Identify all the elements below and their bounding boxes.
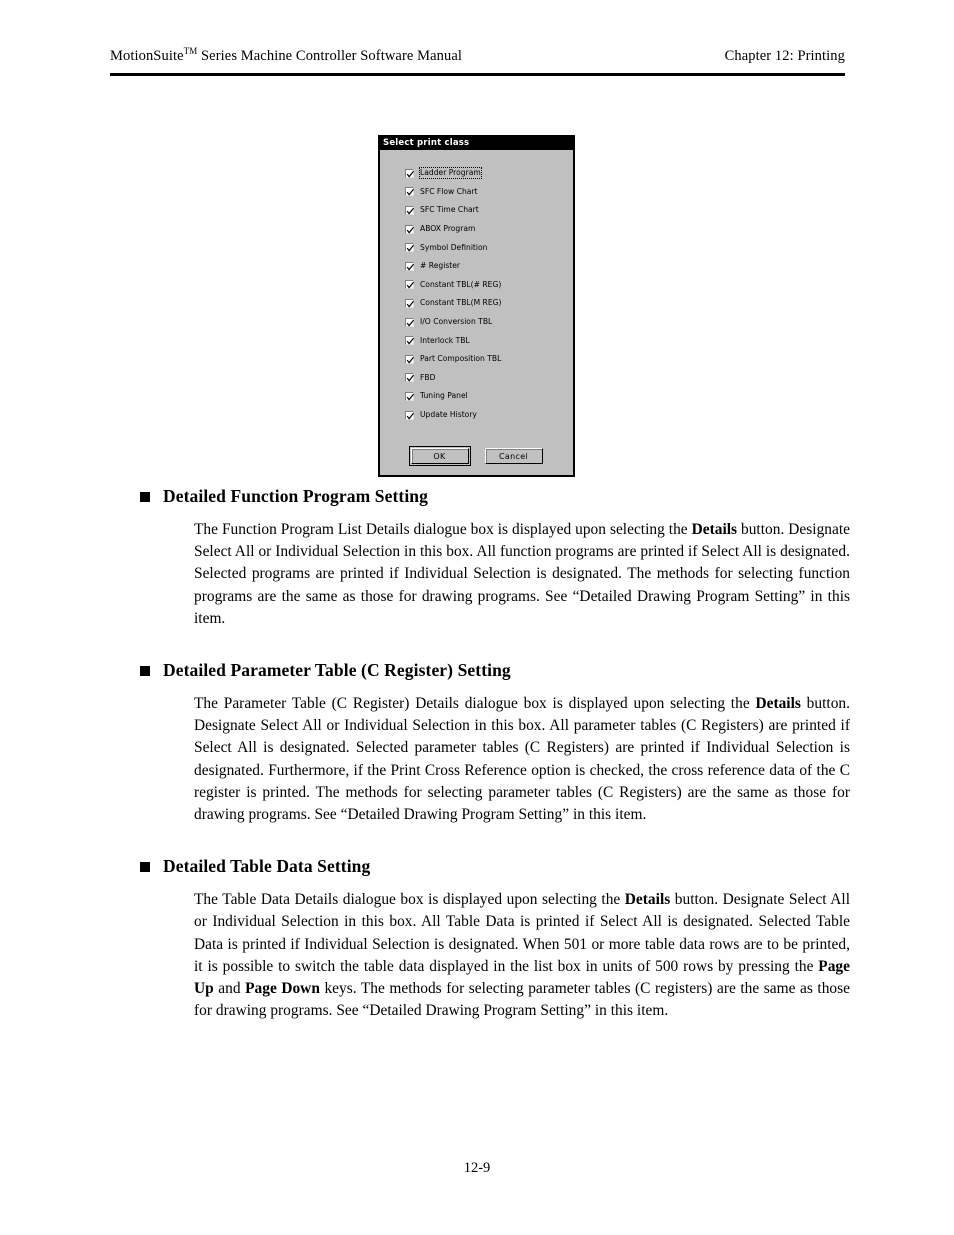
trademark-mark: TM [183, 46, 198, 57]
figure-select-print-class [378, 135, 575, 477]
dialog-button-row [379, 448, 574, 464]
body-text: keys. The methods for selecting parameter tables (C registers) are the same as those for drawing programs. See “Detailed Drawing Program Setting” in this item. [194, 980, 850, 1020]
checkbox-row[interactable] [405, 313, 574, 332]
header-divider-rule [110, 73, 845, 76]
square-bullet-icon [140, 666, 150, 676]
page-content [140, 486, 850, 1026]
checkbox-row[interactable] [405, 369, 574, 388]
checkbox-label: Ladder Program [420, 168, 481, 178]
checkbox-checked-icon[interactable] [405, 318, 414, 327]
dialog-titlebar: Select print class [379, 136, 574, 150]
page-footer [0, 1160, 954, 1177]
checkbox-label: Tuning Panel [420, 391, 468, 401]
section-paragraph [194, 519, 850, 630]
page-running-head [110, 48, 845, 65]
select-print-class-dialog [378, 135, 575, 477]
section-heading [140, 856, 850, 877]
checkbox-row[interactable] [405, 331, 574, 350]
checkbox-label: I/O Conversion TBL [420, 317, 493, 327]
square-bullet-icon [140, 492, 150, 502]
checkbox-checked-icon[interactable] [405, 225, 414, 234]
emphasis-text: Details [624, 891, 671, 909]
body-text: The Function Program List Details dialogue box is displayed upon selecting the [194, 521, 692, 538]
checkbox-label: SFC Flow Chart [420, 186, 478, 196]
checkbox-row[interactable] [405, 201, 574, 220]
body-text: button. Designate Select All or Individual Selection in this box. All function programs are printed if Select All is designated. Selected programs are printed if Individual Selection is designated. The methods for selecting function programs are the same as those for drawing programs. See “Detailed Drawing Program Setting” in this item. [194, 521, 850, 627]
checkbox-checked-icon[interactable] [405, 169, 414, 178]
section-heading-text: Detailed Table Data Setting [163, 856, 371, 877]
checkbox-checked-icon[interactable] [405, 187, 414, 196]
checkbox-row[interactable] [405, 406, 574, 425]
section-heading-text: Detailed Function Program Setting [163, 486, 428, 506]
checkbox-checked-icon[interactable] [405, 411, 414, 420]
section-spacer [140, 634, 850, 660]
section-heading [140, 486, 850, 507]
checkbox-label: Constant TBL(M REG) [420, 298, 502, 308]
checkbox-row[interactable] [405, 257, 574, 276]
body-text: and [213, 980, 246, 998]
checkbox-checked-icon[interactable] [405, 243, 414, 252]
page-number: 12-9 [463, 1160, 491, 1176]
checkbox-checked-icon[interactable] [405, 355, 414, 364]
checkbox-row[interactable] [405, 294, 574, 313]
checkbox-label: Symbol Definition [420, 242, 488, 252]
manual-title-prefix: MotionSuite [110, 48, 184, 64]
manual-title-suffix: Series Machine Controller Software Manual [197, 48, 463, 64]
checkbox-label: Update History [420, 410, 477, 420]
content-section [140, 660, 850, 826]
checkbox-checked-icon[interactable] [405, 206, 414, 215]
checkbox-row[interactable] [405, 183, 574, 202]
manual-title [110, 48, 462, 65]
print-class-checkbox-list [379, 164, 574, 424]
checkbox-label: Interlock TBL [420, 335, 470, 345]
emphasis-text: Details [755, 695, 801, 713]
checkbox-label: Part Composition TBL [420, 354, 502, 364]
emphasis-text: Details [691, 521, 738, 538]
content-section [140, 856, 850, 1022]
body-text: button. Designate Select All or Individual Selection in this box. All Table Data is printed if Select All is designated. Selected Table Data is printed if Individual Selection is designated. When 501 or more table data rows are to be printed, it is possible to switch the table data displayed in the list box in units of 500 rows by pressing the [194, 891, 850, 975]
checkbox-row[interactable] [405, 350, 574, 369]
checkbox-row[interactable] [405, 238, 574, 257]
checkbox-checked-icon[interactable] [405, 392, 414, 401]
checkbox-checked-icon[interactable] [405, 336, 414, 345]
checkbox-label: FBD [420, 372, 436, 382]
emphasis-text: Page Down [245, 980, 320, 998]
section-spacer [140, 830, 850, 856]
body-text: button. Designate Select All or Individual Selection in this box. All parameter tables (C Registers) are printed if Select All is designated. Selected parameter tables (C Registers) are printed if Individual Selection is designated. Furthermore, if the Print Cross Reference option is checked, the cross reference data of the C register is printed. The methods for selecting parameter tables (C Registers) are the same as those for drawing programs. See “Detailed Drawing Program Setting” in this item. [194, 695, 850, 824]
checkbox-checked-icon[interactable] [405, 280, 414, 289]
checkbox-checked-icon[interactable] [405, 373, 414, 382]
emphasis-text: Page Up [194, 957, 850, 998]
content-section [140, 486, 850, 630]
checkbox-row[interactable] [405, 164, 574, 183]
square-bullet-icon [140, 862, 150, 872]
dialog-body [379, 150, 574, 476]
body-text: The Parameter Table (C Register) Details dialogue box is displayed upon selecting the [194, 695, 756, 713]
ok-button[interactable]: OK [411, 448, 469, 464]
chapter-label: Chapter 12: Printing [724, 48, 845, 64]
checkbox-checked-icon[interactable] [405, 299, 414, 308]
checkbox-label: Constant TBL(# REG) [420, 279, 502, 289]
section-paragraph [194, 693, 850, 826]
section-paragraph [194, 889, 850, 1022]
checkbox-row[interactable] [405, 387, 574, 406]
body-text: The Table Data Details dialogue box is displayed upon selecting the [194, 891, 625, 909]
checkbox-label: ABOX Program [420, 224, 476, 234]
section-heading [140, 660, 850, 681]
checkbox-row[interactable] [405, 220, 574, 239]
checkbox-checked-icon[interactable] [405, 262, 414, 271]
checkbox-row[interactable] [405, 276, 574, 295]
checkbox-label: # Register [420, 261, 461, 271]
cancel-button[interactable]: Cancel [485, 448, 543, 464]
section-heading-text: Detailed Parameter Table (C Register) Setting [163, 660, 511, 681]
checkbox-label: SFC Time Chart [420, 205, 479, 215]
